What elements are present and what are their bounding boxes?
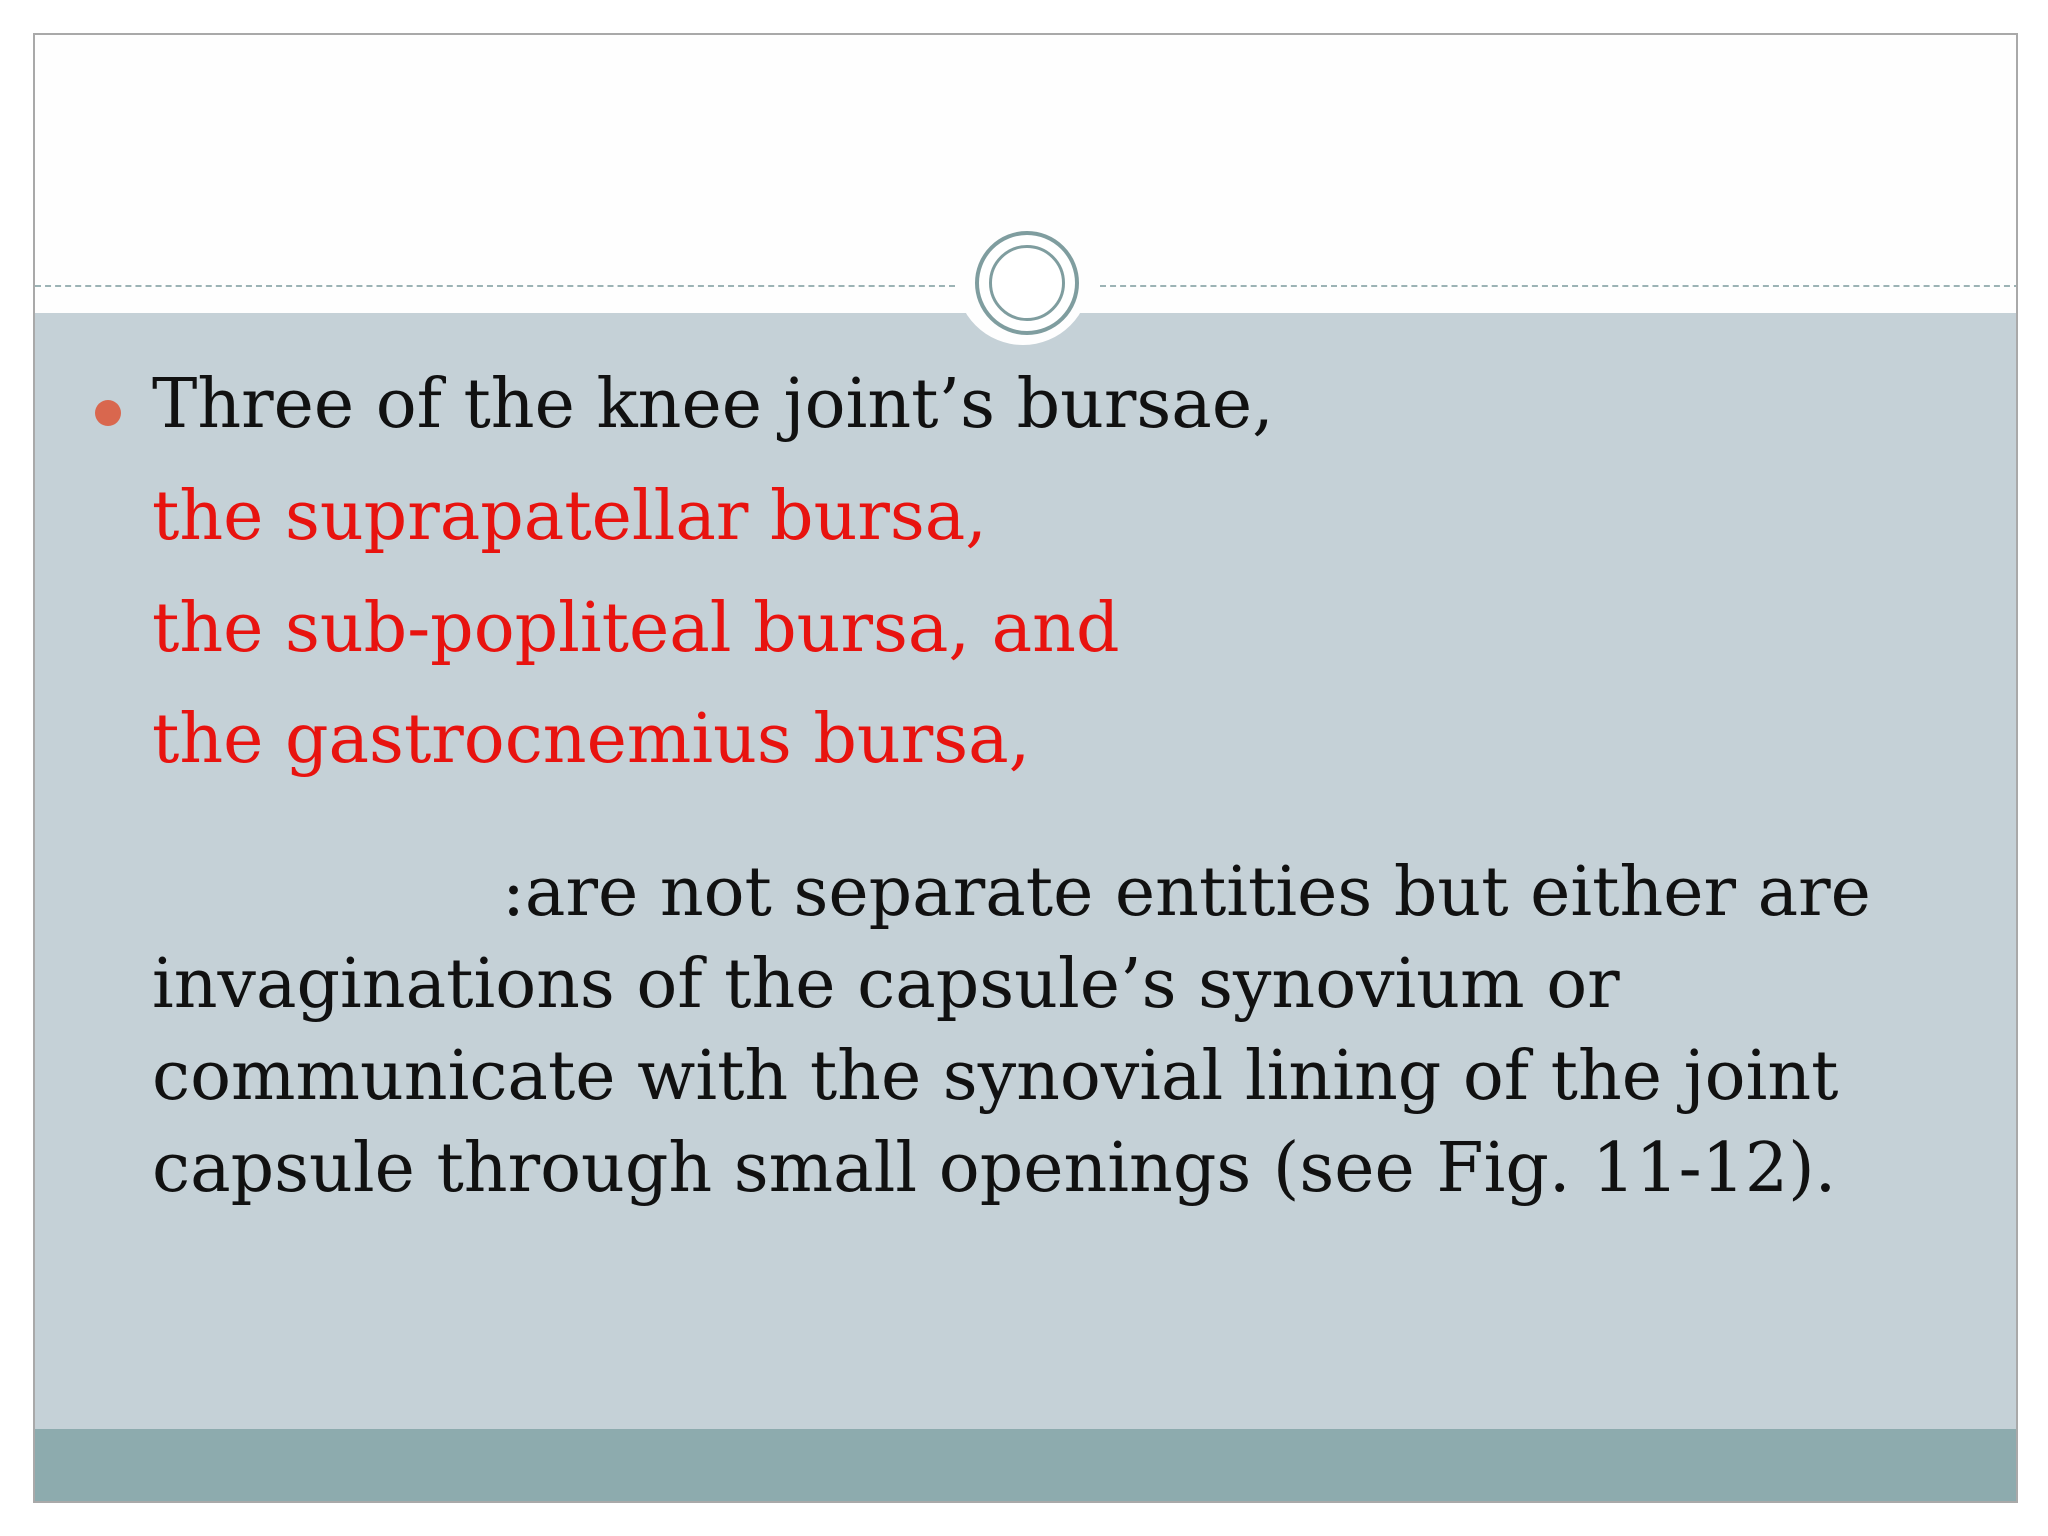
bullet-dot-icon [95,400,121,426]
bullet-intro-text: Three of the knee joint’s bursae, [152,365,1274,444]
bursae-description: :are not separate entities but either are invaginations of the capsule’s synovium or communicate with the synovial lining of the joint capsule through small openings (see Fig. 11-12). [152,853,1871,1208]
bursa-item: the gastrocnemius bursa, [152,700,1031,779]
slide-content [35,35,2016,1501]
slide [33,33,2018,1503]
bursa-item: the sub-popliteal bursa, and [152,589,1120,668]
bursa-item: the suprapatellar bursa, [152,477,987,556]
